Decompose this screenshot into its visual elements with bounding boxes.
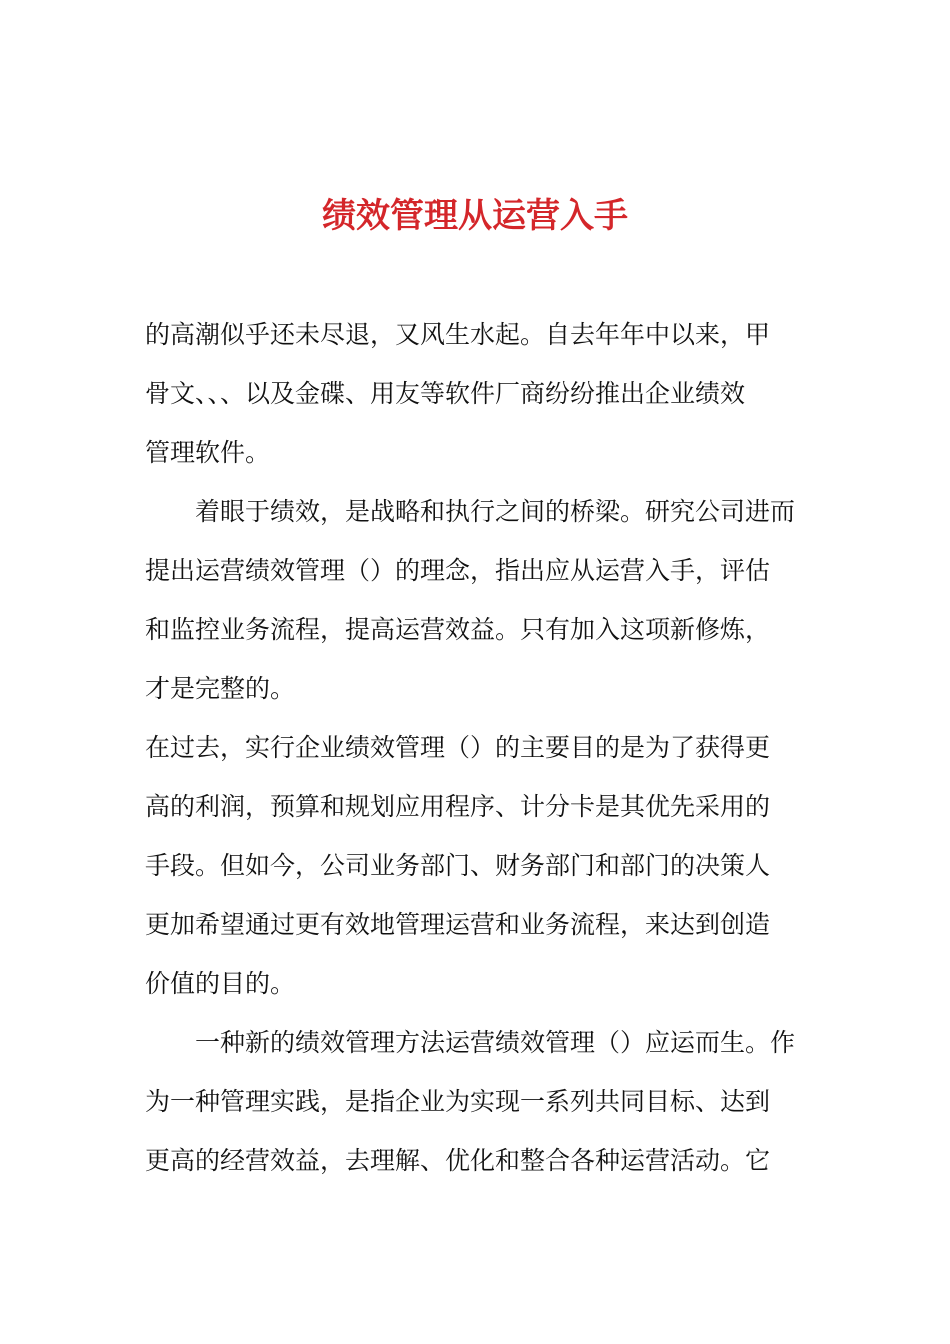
paragraph-line-15: 更高的经营效益，去理解、优化和整合各种运营活动。它 bbox=[145, 1146, 771, 1175]
paragraph-line-2: 骨文、、、以及金碟、用友等软件厂商纷纷推出企业绩效 bbox=[145, 379, 746, 408]
paragraph-line-9: 高的利润，预算和规划应用程序、计分卡是其优先采用的 bbox=[145, 792, 771, 821]
paragraph-line-1: 的高潮似乎还未尽退，又风生水起。自去年年中以来，甲 bbox=[145, 320, 771, 349]
paragraph-line-10: 手段。但如今，公司业务部门、财务部门和部门的决策人 bbox=[145, 851, 771, 880]
paragraph-line-7: 才是完整的。 bbox=[145, 674, 296, 703]
paragraph-line-6: 和监控业务流程，提高运营效益。只有加入这项新修炼， bbox=[145, 615, 771, 644]
paragraph-line-8: 在过去，实行企业绩效管理（）的主要目的是为了获得更 bbox=[145, 733, 771, 762]
paragraph-line-14: 为一种管理实践，是指企业为实现一系列共同目标、达到 bbox=[145, 1087, 771, 1116]
paragraph-line-12: 价值的目的。 bbox=[145, 969, 296, 998]
paragraph-line-4: 着眼于绩效，是战略和执行之间的桥梁。研究公司进而 bbox=[195, 497, 796, 526]
document-title: 绩效管理从运营入手 bbox=[322, 196, 628, 236]
paragraph-line-3: 管理软件。 bbox=[145, 438, 271, 467]
paragraph-line-5: 提出运营绩效管理（）的理念，指出应从运营入手，评估 bbox=[145, 556, 771, 585]
paragraph-line-13: 一种新的绩效管理方法运营绩效管理（）应运而生。作 bbox=[195, 1028, 796, 1057]
paragraph-line-11: 更加希望通过更有效地管理运营和业务流程，来达到创造 bbox=[145, 910, 771, 939]
